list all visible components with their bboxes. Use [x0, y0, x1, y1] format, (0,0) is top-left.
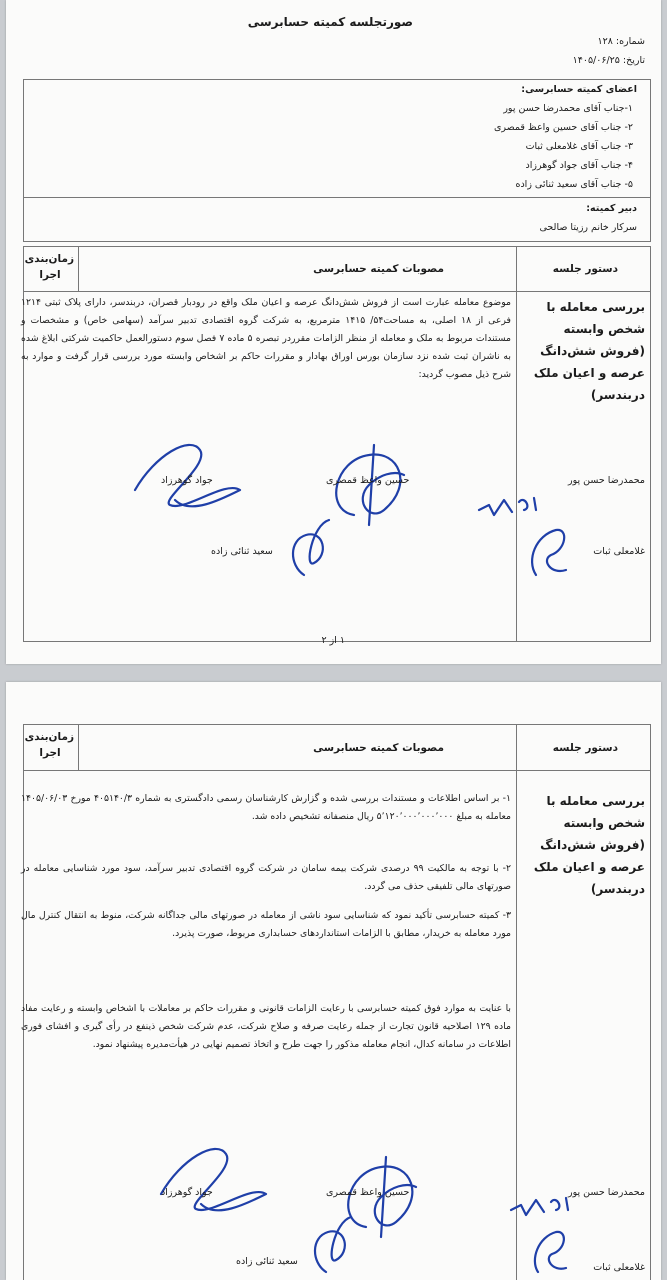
- signatory-hassanpour: محمدرضا حسن پور: [567, 1187, 645, 1198]
- resolution-item-1: ۱- بر اساس اطلاعات و مستندات بررسی شده و گزارش کارشناسان رسمی دادگستری به شماره ۴۰۵۱۴۰/۳ مورخ ۱۴۰۵/۰۶/۰۳ معامله به مبلغ ۵٬۱۲۰٬۰۰۰٬۰۰۰٬۰۰۰ ریال منصفانه تشخیص داده شد.: [21, 793, 511, 822]
- resolution-item-2: ۲- با توجه به مالکیت ۹۹ درصدی شرکت بیمه سامان در شرکت گروه اقتصادی تدبیر سرآمد، سود مورد شناسایی معامله در صورتهای مالی تلفیقی حذف می گردد.: [21, 863, 511, 892]
- resolution-text: موضوع معامله عبارت است از فروش شش‌دانگ عرصه و اعیان ملک واقع در رودبار قصران، دربندسر، دارای پلاک ثبتی ۱۲۱۴ فرعی از ۱۸ اصلی، به مساحت۵۴/ ۱۴۱۵ مترمربع، به شرکت گروه اقتصادی تدبیر سرآمد (سهامی خاص) و مشخصات و مستندات مربوط به ملک و معامله از منظر الزامات مقرردر تبصره ۵ ماده ۷ فصل سوم دستورالعمل حاکمیت شرکتی ابلاغ شده به ناشران ثبت شده نزد سازمان بورس اوراق بهادار و مقررات حاکم بر اشخاص وابسته مورد بررسی قرار گرفت و موارد به شرح ذیل مصوب گردید:: [21, 297, 511, 380]
- document-page-2: [6, 682, 661, 1280]
- signatory-hassanpour: محمدرضا حسن پور: [567, 475, 645, 486]
- col-resolutions-header: مصوبات کمیته حسابرسی: [313, 742, 444, 754]
- signatory-vaez: حسین واعظ قمصری: [326, 475, 410, 486]
- signature-sanaei: [306, 1212, 366, 1277]
- document-page-1: [6, 0, 661, 664]
- col-agenda-header: دستور جلسه: [552, 263, 618, 275]
- signature-sabbat: [521, 520, 581, 580]
- member-5: ۵- جناب آقای سعید ثنائی زاده: [515, 179, 633, 190]
- member-4: ۴- جناب آقای جواد گوهرزاد: [525, 160, 633, 171]
- letter-number: شماره: ۱۲۸: [597, 36, 645, 47]
- table-col-divider: [78, 724, 79, 770]
- signatory-gohar: جواد گوهرزاد: [161, 1187, 213, 1198]
- signatory-sabbat: غلامعلی ثبات: [593, 1262, 645, 1273]
- member-3: ۳- جناب آقای غلامعلی ثبات: [525, 141, 633, 152]
- secretary-name: سرکار خانم رزیتا صالحی: [539, 222, 637, 233]
- col-timing-header: زمان‌بندی اجرا: [24, 253, 74, 281]
- resolution-item-3: ۳- کمیته حسابرسی تأکید نمود که شناسایی سود ناشی از معامله در صورتهای مالی جداگانه شرکت، منوط به انتقال کنترل مال مورد معامله به خریدار، مطابق با الزامات استانداردهای حسابداری مربوط، صورت پذیرد.: [21, 910, 511, 939]
- signature-sanaei: [284, 515, 344, 585]
- signatory-vaez: حسین واعظ قمصری: [326, 1187, 410, 1198]
- signatory-sabbat: غلامعلی ثبات: [593, 546, 645, 557]
- document-title: صورتجلسه کمیته حسابرسی: [247, 15, 413, 29]
- signatory-gohar: جواد گوهرزاد: [161, 475, 213, 486]
- table-header-divider: [23, 291, 651, 292]
- member-2: ۲- جناب آقای حسین واعظ قمصری: [493, 122, 633, 133]
- letter-date: تاریخ: ۱۴۰۵/۰۶/۲۵: [572, 55, 645, 66]
- table-col-divider: [78, 246, 79, 291]
- members-title: اعضای کمیته حسابرسی:: [521, 84, 637, 95]
- secretary-box: [23, 198, 651, 242]
- signatory-sanaei: سعید ثنائی زاده: [236, 1256, 298, 1267]
- secretary-title: دبیر کمیته:: [586, 203, 637, 214]
- conclusion-text: با عنایت به موارد فوق کمیته حسابرسی با رعایت الزامات قانونی و مقررات حاکم بر معاملات با اشخاص وابسته و رعایت مفاد ماده ۱۲۹ اصلاحیه قانون تجارت از جمله رعایت صرفه و صلاح شرکت، عدم شرکت شخص ذینفع در رأی گیری و افشای فوری اطلاعات در سامانه کدال، انجام معامله مذکور را جهت طرح و اتخاذ تصمیم نهایی در هیأت‌مدیره پیشنهاد نمود.: [21, 1003, 511, 1050]
- agenda-item: بررسی معامله با شخص وابسته (فروش شش‌دانگ عرصه و اعیان ملک دربندسر): [533, 300, 645, 402]
- page-number: ۱ از ۲: [321, 635, 345, 646]
- col-resolutions-header: مصوبات کمیته حسابرسی: [313, 263, 444, 275]
- signatory-sanaei: سعید ثنائی زاده: [211, 546, 273, 557]
- table-header-divider: [23, 770, 651, 771]
- col-agenda-header: دستور جلسه: [552, 742, 618, 754]
- signature-gohar: [156, 1134, 276, 1224]
- signature-sabbat: [526, 1222, 576, 1277]
- member-1: ۱-جناب آقای محمدرضا حسن پور: [503, 103, 633, 114]
- table-col-divider: [516, 246, 517, 642]
- agenda-item: بررسی معامله با شخص وابسته (فروش شش‌دانگ عرصه و اعیان ملک دربندسر): [533, 794, 645, 896]
- col-timing-header: زمان‌بندی اجرا: [24, 731, 74, 759]
